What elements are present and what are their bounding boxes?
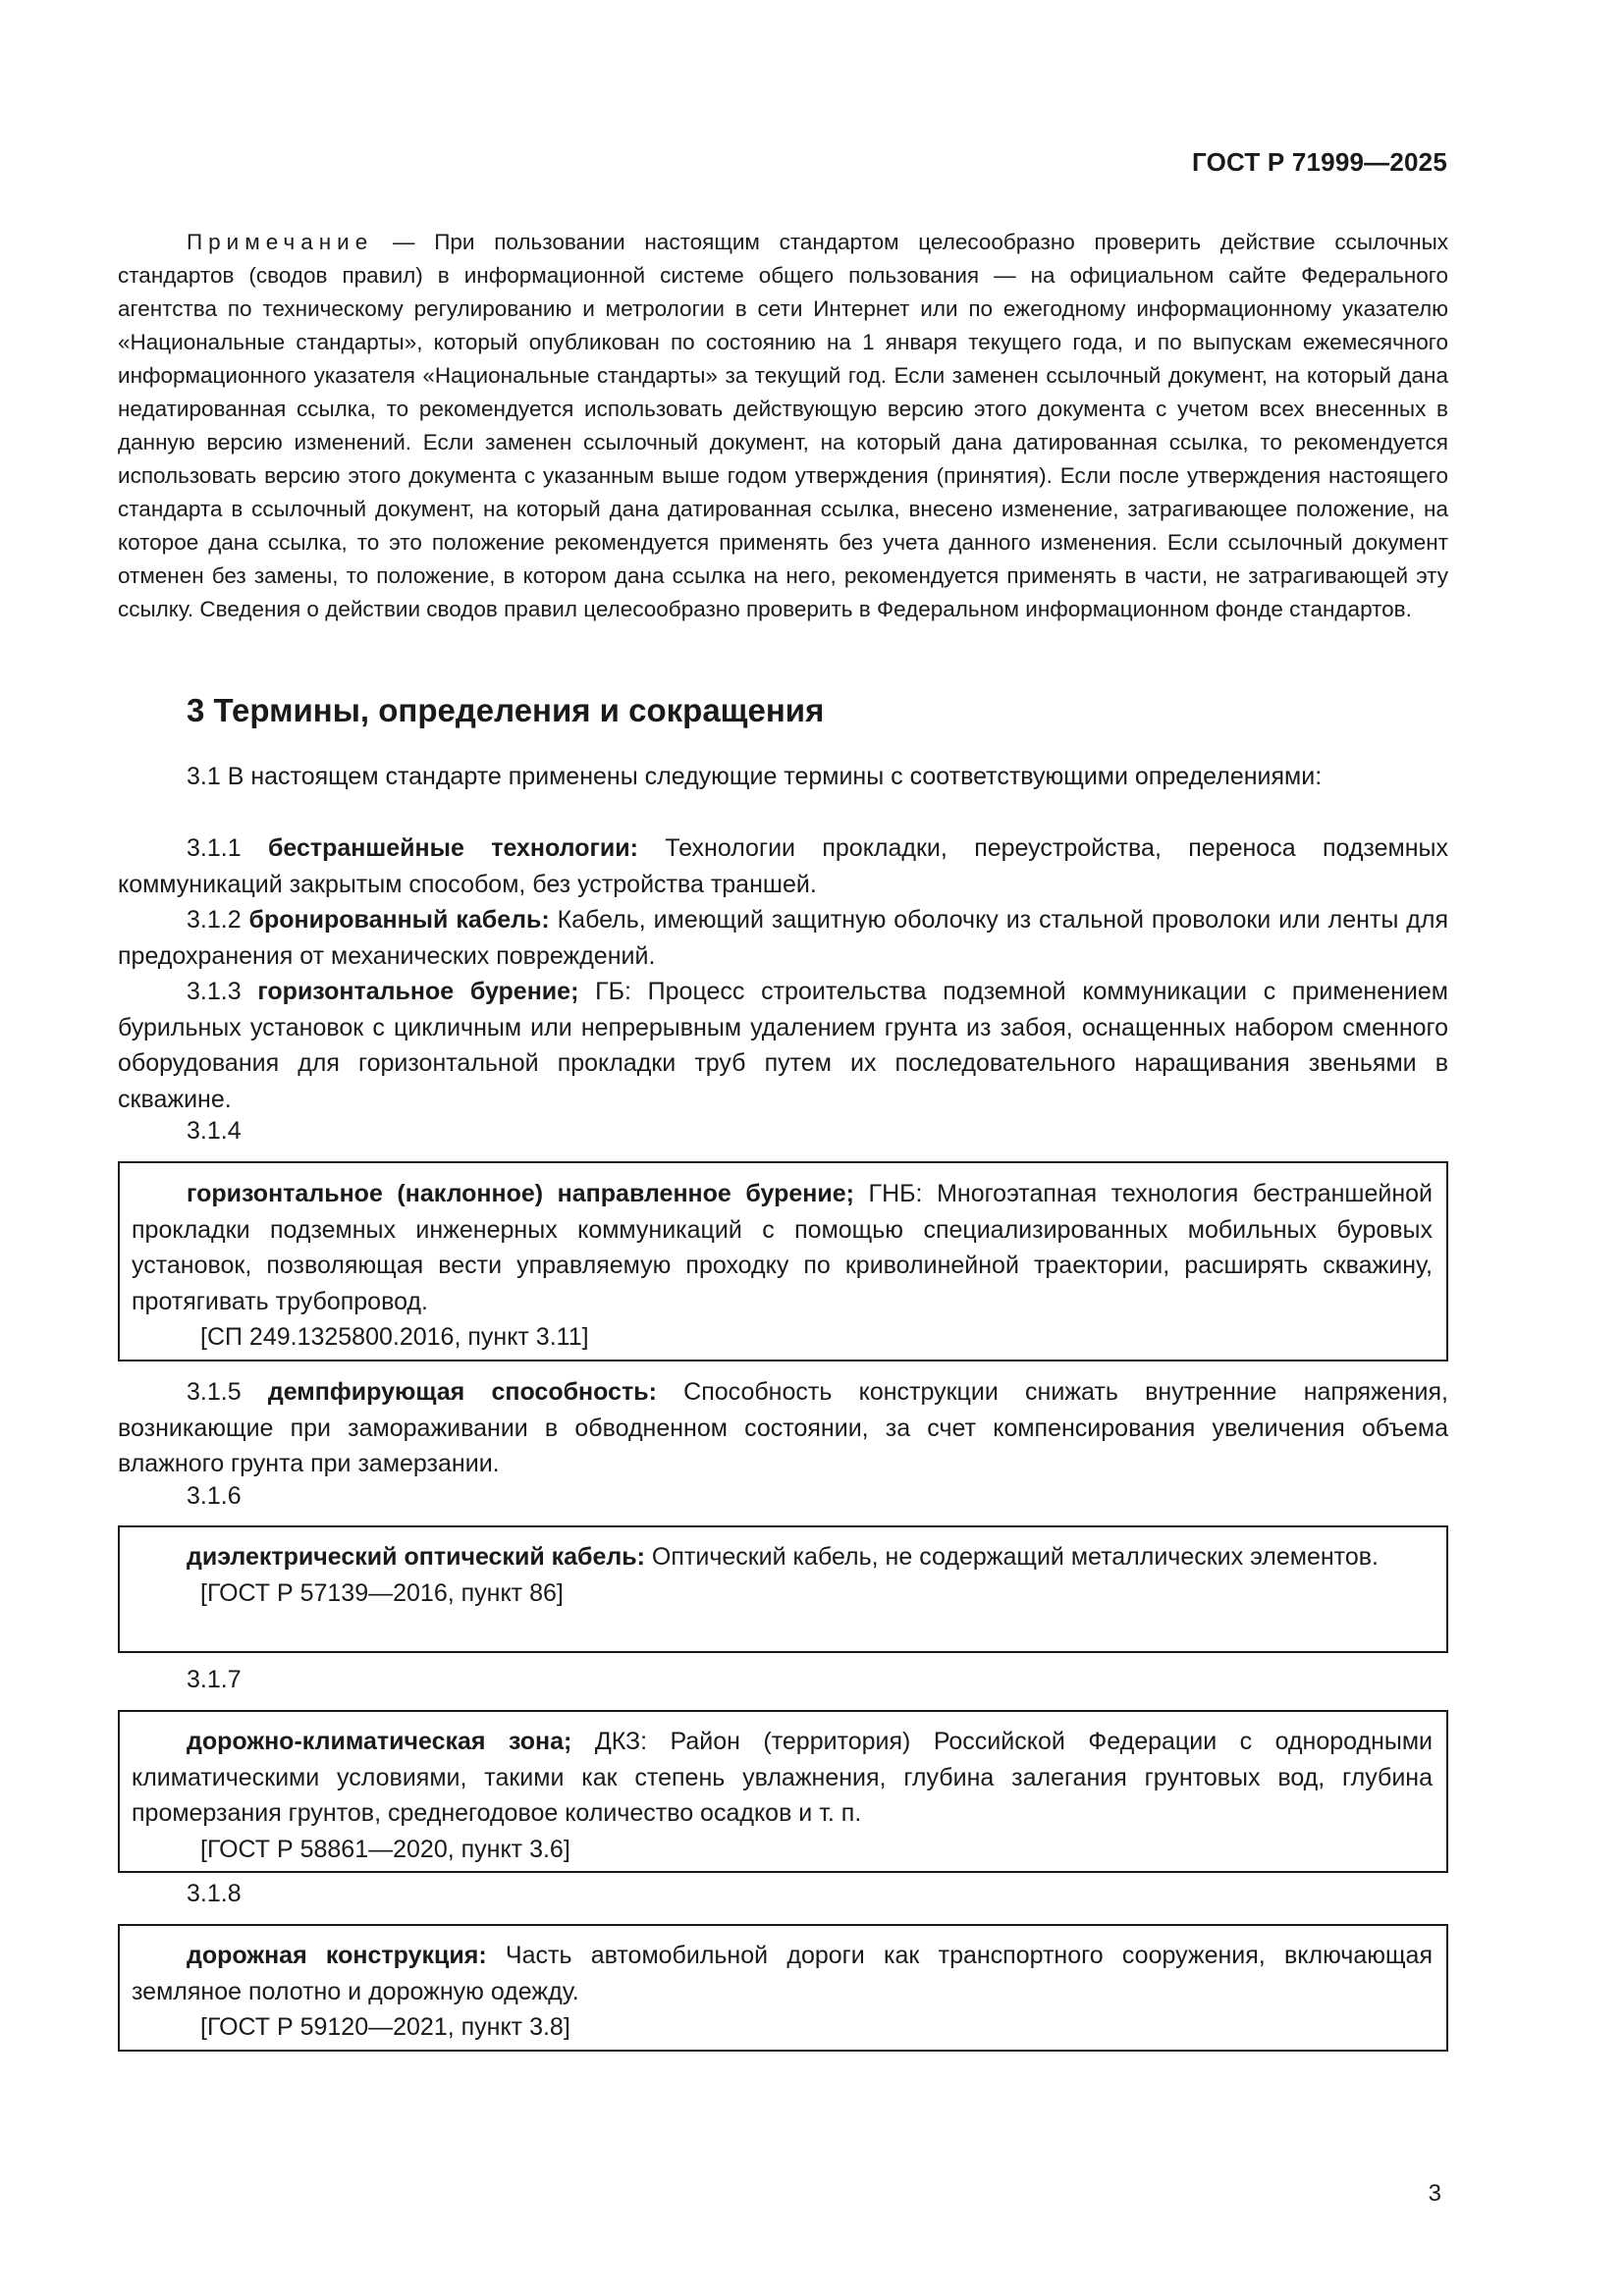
- term-name: демпфирующая способность:: [267, 1378, 657, 1406]
- term-definition: Технологии прокладки, переустройства, переноса подземных коммуникаций закрытым способом, без устройства траншей.: [118, 834, 1448, 898]
- term-name: дорожно-климатическая зона;: [187, 1728, 572, 1755]
- term-name: бронированный кабель:: [248, 906, 550, 934]
- term-text: [132, 1176, 1433, 1319]
- page-number: 3: [1428, 2180, 1441, 2207]
- term-number-3-1-6: 3.1.6: [187, 1482, 242, 1510]
- term-definition: Оптический кабель, не содержащий металлических элементов.: [644, 1543, 1379, 1571]
- term-source: [ГОСТ Р 58861—2020, пункт 3.6]: [200, 1835, 570, 1863]
- term-box-3-1-8: [118, 1924, 1448, 2052]
- term-definition: ГНБ: Многоэтапная технология бестраншейной прокладки подземных инженерных коммуникаций с помощью специализированных мобильных буровых установок, позволяющая вести управляемую проходку по криволинейной траектории, расширять скважину, протягивать трубопровод.: [132, 1180, 1433, 1315]
- term-definition: ДКЗ: Район (территория) Российской Федерации с однородными климатическими условиями, такими как степень увлажнения, глубина залегания грунтовых вод, глубина промерзания грунтов, среднегодовое количество осадков и т. п.: [132, 1728, 1433, 1827]
- term-number-3-1-4: 3.1.4: [187, 1117, 242, 1145]
- term-text: [132, 1938, 1433, 2009]
- term-text: [132, 1724, 1433, 1832]
- term-number: 3.1.1: [187, 834, 242, 862]
- section-heading: 3 Термины, определения и сокращения: [187, 692, 825, 728]
- note-text: — При пользовании настоящим стандартом целесообразно проверить действие ссылочных стандартов (сводов правил) в информационной системе общего пользования — на официальном сайте Федерального агентства по техническому регулированию и метрологии в сети Интернет или по ежегодному информационному указателю «Национальные стандарты», который опубликован по состоянию на 1 января текущего года, и по выпускам ежемесячного информационного указателя «Национальные стандарты» за текущий год. Если заменен ссылочный документ, на который дана недатированная ссылка, то рекомендуется использовать действующую версию этого документа с учетом всех внесенных в данную версию изменений. Если заменен ссылочный документ, на который дана датированная ссылка, то рекомендуется использовать версию этого документа с указанным выше годом утверждения (принятия). Если после утверждения настоящего стандарта в ссылочный документ, на который дана датированная ссылка, внесено изменение, затрагивающее положение, на которое дана ссылка, то это положение рекомендуется применять без учета данного изменения. Если ссылочный документ отменен без замены, то положение, в котором дана ссылка на него, рекомендуется применять в части, не затрагивающей эту ссылку. Сведения о действии сводов правил целесообразно проверить в Федеральном информационном фонде стандартов.: [118, 230, 1448, 621]
- term-definition: ГБ: Процесс строительства подземной коммуникации с применением бурильных установок с цикличным или непрерывным удалением грунта из забоя, оснащенных набором сменного оборудования для горизонтальной прокладки труб путем их последовательного наращивания звеньями в скважине.: [118, 978, 1448, 1113]
- term-name: бестраншейные технологии:: [267, 834, 638, 862]
- term-3-1-1: [118, 830, 1448, 902]
- intro-paragraph: 3.1 В настоящем стандарте применены следующие термины с соответствующими определениями:: [187, 763, 1323, 790]
- term-3-1-5: [118, 1374, 1448, 1482]
- term-text: [132, 1539, 1433, 1575]
- term-source: [СП 249.1325800.2016, пункт 3.11]: [200, 1323, 589, 1351]
- term-name: дорожная конструкция:: [187, 1942, 487, 1969]
- term-source: [ГОСТ Р 59120—2021, пункт 3.8]: [200, 2013, 570, 2041]
- term-box-3-1-7: [118, 1710, 1448, 1873]
- term-3-1-3: [118, 974, 1448, 1117]
- term-number: 3.1.3: [187, 978, 242, 1005]
- document-code: ГОСТ Р 71999—2025: [1192, 147, 1447, 177]
- term-number-3-1-7: 3.1.7: [187, 1666, 242, 1693]
- term-name: горизонтальное (наклонное) направленное бурение;: [187, 1180, 854, 1207]
- term-box-3-1-6: [118, 1525, 1448, 1653]
- term-3-1-2: [118, 902, 1448, 974]
- term-name: диэлектрический оптический кабель:: [187, 1543, 645, 1571]
- term-definition: Часть автомобильной дороги как транспортного сооружения, включающая земляное полотно и дорожную одежду.: [132, 1942, 1433, 2005]
- term-definition: Способность конструкции снижать внутренние напряжения, возникающие при замораживании в обводненном состоянии, за счет компенсирования увеличения объема влажного грунта при замерзании.: [118, 1378, 1448, 1477]
- term-source: [ГОСТ Р 57139—2016, пункт 86]: [200, 1578, 564, 1607]
- term-definition: Кабель, имеющий защитную оболочку из стальной проволоки или ленты для предохранения от механических повреждений.: [118, 906, 1448, 970]
- note-paragraph: [118, 226, 1448, 626]
- note-label: Примечание: [187, 230, 374, 254]
- term-number: 3.1.5: [187, 1378, 242, 1406]
- term-number-3-1-8: 3.1.8: [187, 1880, 242, 1907]
- term-box-3-1-4: [118, 1161, 1448, 1362]
- term-number: 3.1.2: [187, 906, 242, 934]
- term-name: горизонтальное бурение;: [257, 978, 579, 1005]
